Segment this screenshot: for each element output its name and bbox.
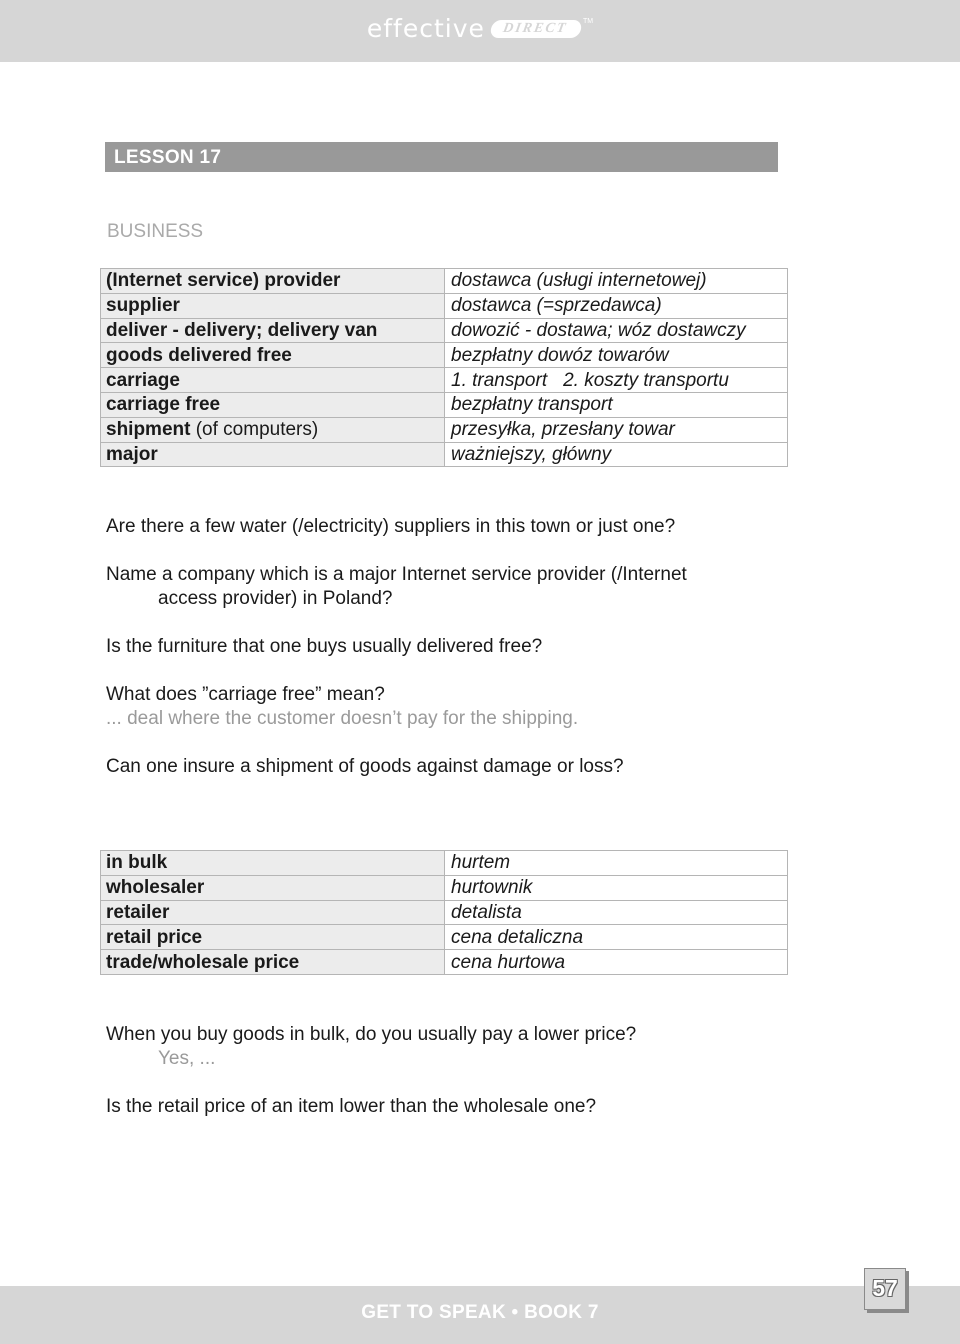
- table-row: [101, 392, 788, 417]
- term-en: carriage free: [101, 392, 445, 417]
- term-en: retailer: [101, 900, 445, 925]
- page-number: 57: [872, 1275, 898, 1301]
- term-pl: przesyłka, przesłany towar: [445, 417, 788, 442]
- term-pl: dostawca (usługi internetowej): [445, 269, 788, 294]
- brand-badge: DIRECT: [489, 20, 582, 38]
- term-en: major: [101, 442, 445, 467]
- term-en: deliver - delivery; delivery van: [101, 318, 445, 343]
- term-pl-part-1: 1. transport: [451, 369, 548, 391]
- lesson-title-bar: [105, 142, 778, 172]
- term-pl: hurtownik: [445, 875, 788, 900]
- vocabulary-table-business: [100, 268, 788, 467]
- table-row: [101, 875, 788, 900]
- table-row: [101, 417, 788, 442]
- term-en: (Internet service) provider: [101, 269, 445, 294]
- table-row: [101, 343, 788, 368]
- term-pl: dowozić - dostawa; wóz dostawczy: [445, 318, 788, 343]
- table-row: [101, 900, 788, 925]
- footer-bar: [0, 1286, 960, 1344]
- brand-trademark: TM: [583, 18, 594, 25]
- term-pl: [445, 368, 788, 393]
- term-en: [101, 417, 445, 442]
- term-pl: bezpłatny transport: [445, 392, 788, 417]
- question-6-hint: [106, 1047, 215, 1071]
- question-6-hint-text: Yes, ...: [158, 1048, 216, 1069]
- term-pl: cena detaliczna: [445, 925, 788, 950]
- question-7: Is the retail price of an item lower than the wholesale one?: [106, 1096, 597, 1117]
- term-en-main: shipment: [106, 419, 191, 441]
- term-pl: ważniejszy, główny: [445, 442, 788, 467]
- footer-text: GET TO SPEAK • BOOK 7: [361, 1302, 599, 1323]
- table-row: [101, 318, 788, 343]
- table-row: [101, 925, 788, 950]
- term-pl: dostawca (=sprzedawca): [445, 293, 788, 318]
- question-4-hint: ... deal where the customer doesn’t pay for the shipping.: [106, 708, 579, 729]
- brand-word: effective: [366, 14, 485, 43]
- term-en-note: (of computers): [195, 419, 319, 441]
- question-3: Is the furniture that one buys usually delivered free?: [106, 636, 543, 657]
- table-row: [101, 950, 788, 975]
- term-en: in bulk: [101, 851, 445, 876]
- term-en: goods delivered free: [101, 343, 445, 368]
- question-4: What does ”carriage free” mean?: [106, 684, 385, 705]
- table-row: [101, 442, 788, 467]
- term-pl: hurtem: [445, 851, 788, 876]
- question-5: Can one insure a shipment of goods against damage or loss?: [106, 756, 624, 777]
- term-en: retail price: [101, 925, 445, 950]
- question-2-line-2: access provider) in Poland?: [158, 588, 393, 609]
- lesson-title: LESSON 17: [114, 147, 222, 168]
- term-pl: cena hurtowa: [445, 950, 788, 975]
- table-row: [101, 269, 788, 294]
- question-6: When you buy goods in bulk, do you usually pay a lower price?: [106, 1024, 637, 1045]
- table-row: [101, 851, 788, 876]
- section-title: BUSINESS: [107, 221, 204, 242]
- term-en: trade/wholesale price: [101, 950, 445, 975]
- table-row: [101, 293, 788, 318]
- term-en: wholesaler: [101, 875, 445, 900]
- term-pl: detalista: [445, 900, 788, 925]
- question-2: [106, 563, 687, 611]
- question-2-line-1: Name a company which is a major Internet service provider (/Internet: [106, 564, 687, 585]
- brand-logo: [0, 14, 960, 43]
- header-bar: [0, 0, 960, 62]
- term-en: supplier: [101, 293, 445, 318]
- question-1: Are there a few water (/electricity) suppliers in this town or just one?: [106, 516, 676, 537]
- table-row: [101, 368, 788, 393]
- term-pl-part-2: 2. koszty transportu: [563, 369, 729, 391]
- term-pl: bezpłatny dowóz towarów: [445, 343, 788, 368]
- page-number-box: [864, 1268, 906, 1310]
- vocabulary-table-trade: [100, 850, 788, 975]
- term-en: carriage: [101, 368, 445, 393]
